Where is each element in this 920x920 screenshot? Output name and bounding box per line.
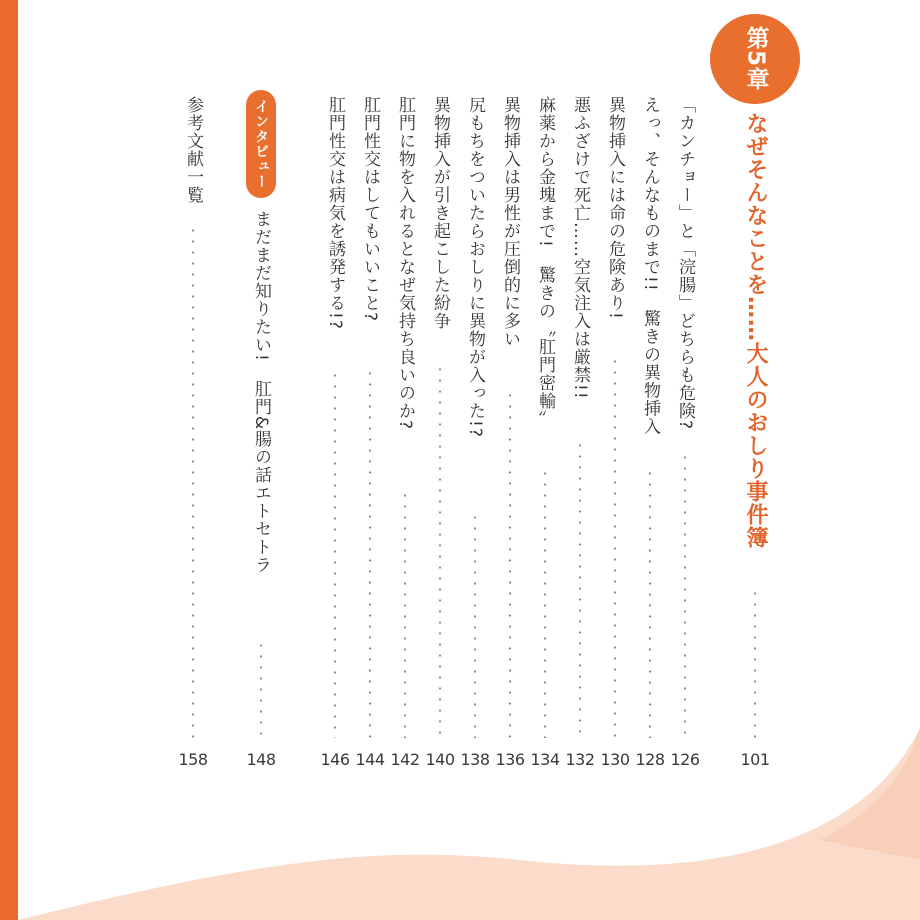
toc-leader-dots <box>544 468 546 738</box>
interview-title: まだまだ知りたい! 肛門&腸の話エトセトラ <box>251 210 271 575</box>
interview-leader-dots <box>260 640 262 738</box>
toc-entry-title: 麻薬から金塊まで! 驚きの〝肛門密輸〟 <box>535 96 555 428</box>
toc-entry-title: 「カンチョー」と「浣腸」どちらも危険? <box>675 96 695 431</box>
toc-entry-title: 肛門性交はしてもいいこと? <box>360 96 380 323</box>
chapter-badge: 第5章 <box>710 14 800 104</box>
toc-entry-title: 尻もちをついたらおしりに異物が入った!? <box>465 96 485 438</box>
toc-page-number: 126 <box>670 750 700 769</box>
references-leader-dots <box>192 225 194 738</box>
interview-page-number: 148 <box>246 750 276 769</box>
toc-page-number: 138 <box>460 750 490 769</box>
chapter-leader-dots <box>754 588 756 738</box>
references-title: 参考文献一覧 <box>183 96 203 204</box>
toc-entry-title: 悪ふざけで死亡……空気注入は厳禁!! <box>570 96 590 400</box>
toc-leader-dots <box>334 370 336 738</box>
toc-leader-dots <box>439 364 441 738</box>
toc-entry-title: 異物挿入は男性が圧倒的に多い <box>500 96 520 348</box>
toc-page-number: 130 <box>600 750 630 769</box>
toc-leader-dots <box>404 490 406 738</box>
chapter-page-number: 101 <box>740 750 770 769</box>
toc-leader-dots <box>509 390 511 738</box>
toc-page-number: 134 <box>530 750 560 769</box>
references-page-number: 158 <box>178 750 208 769</box>
toc-page-number: 128 <box>635 750 665 769</box>
toc-entry-title: 肛門に物を入れるとなぜ気持ち良いのか? <box>395 96 415 431</box>
toc-entry-title: 肛門性交は病気を誘発する!? <box>325 96 345 330</box>
toc-page-number: 132 <box>565 750 595 769</box>
toc-page-number: 142 <box>390 750 420 769</box>
toc-leader-dots <box>684 452 686 738</box>
toc-page-number: 144 <box>355 750 385 769</box>
toc-leader-dots <box>649 468 651 738</box>
toc-leader-dots <box>369 368 371 738</box>
toc-leader-dots <box>614 356 616 738</box>
toc-page-number: 140 <box>425 750 455 769</box>
toc-entry-title: えっ、そんなものまで!! 驚きの異物挿入 <box>640 96 660 436</box>
toc-leader-dots <box>474 512 476 738</box>
interview-badge: インタビュー <box>246 90 276 198</box>
toc-entry-title: 異物挿入には命の危険あり! <box>605 96 625 320</box>
chapter-title: なぜそんなことを……大人のおしり事件簿 <box>743 112 768 549</box>
toc-entry-title: 異物挿入が引き起こした紛争 <box>430 96 450 330</box>
toc-leader-dots <box>579 440 581 738</box>
toc-page-number: 146 <box>320 750 350 769</box>
toc-page-number: 136 <box>495 750 525 769</box>
